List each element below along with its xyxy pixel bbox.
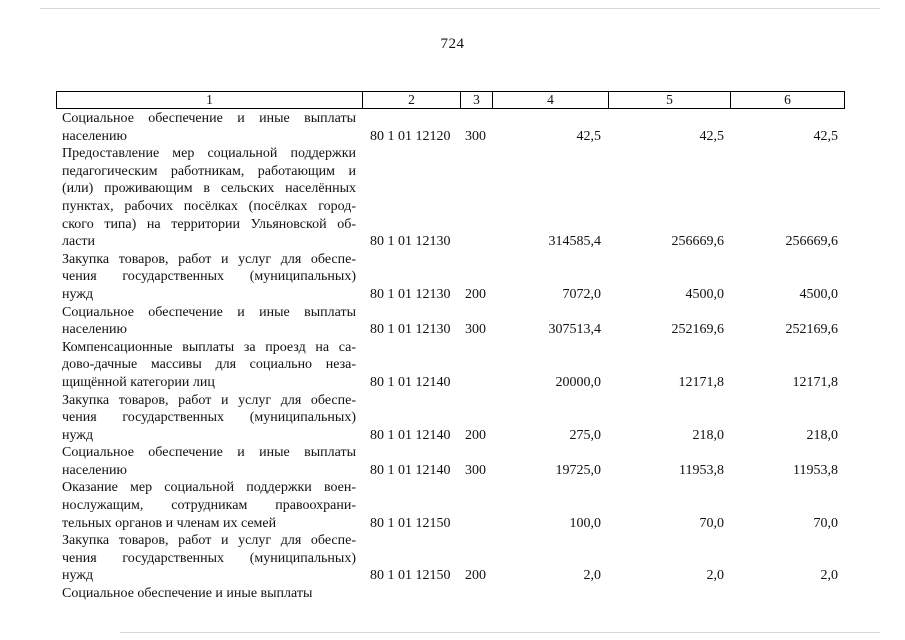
description-line: Социальное обеспечение и иные выплаты xyxy=(62,304,356,320)
amount-col-4: 7072,0 xyxy=(562,286,601,302)
target-article-code: 80 1 01 12130 xyxy=(370,234,451,250)
target-article-code: 80 1 01 12140 xyxy=(370,462,451,478)
description-line: педагогическим работникам, работающим и xyxy=(62,163,356,179)
amount-col-4: 314585,4 xyxy=(548,234,601,250)
amount-col-6: 252169,6 xyxy=(785,322,838,338)
row-description xyxy=(62,145,356,251)
row-description xyxy=(62,392,356,445)
row-description xyxy=(62,304,356,339)
description-line: населению xyxy=(62,462,127,478)
amount-col-6: 70,0 xyxy=(813,515,838,531)
description-line: Закупка товаров, работ и услуг для обеспе- xyxy=(62,392,356,408)
row-description xyxy=(62,532,356,585)
amount-col-6: 12171,8 xyxy=(792,374,838,390)
table-row xyxy=(0,479,905,532)
expense-type-code: 300 xyxy=(465,462,486,478)
table-row xyxy=(0,585,905,603)
amount-col-6: 2,0 xyxy=(820,568,838,584)
expense-type-code: 300 xyxy=(465,322,486,338)
description-line: Социальное обеспечение и иные выплаты xyxy=(62,111,356,126)
amount-col-4: 307513,4 xyxy=(548,322,601,338)
target-article-code: 80 1 01 12130 xyxy=(370,286,451,302)
description-line: Социальное обеспечение и иные выплаты xyxy=(62,586,313,602)
table-row xyxy=(0,145,905,251)
amount-col-6: 218,0 xyxy=(806,427,838,443)
description-line: ласти xyxy=(62,234,96,250)
column-header-1: 1 xyxy=(57,92,363,109)
row-description xyxy=(62,110,356,145)
amount-col-6: 42,5 xyxy=(813,128,838,144)
description-line: пунктах, рабочих посёлках (посёлках город- xyxy=(62,198,356,214)
target-article-code: 80 1 01 12140 xyxy=(370,427,451,443)
expense-type-code: 200 xyxy=(465,286,486,302)
amount-col-5: 2,0 xyxy=(706,568,724,584)
amount-col-5: 4500,0 xyxy=(685,286,724,302)
description-line: (или) проживающим в сельских населённых xyxy=(62,181,356,197)
row-description xyxy=(62,339,356,392)
target-article-code: 80 1 01 12150 xyxy=(370,515,451,531)
target-article-code: 80 1 01 12120 xyxy=(370,128,451,144)
target-article-code: 80 1 01 12140 xyxy=(370,374,451,390)
expense-type-code: 200 xyxy=(465,427,486,443)
description-line: чения государственных (муниципальных) xyxy=(62,410,356,426)
table-row xyxy=(0,392,905,445)
description-line: Оказание мер социальной поддержки воен- xyxy=(62,480,356,496)
amount-col-6: 11953,8 xyxy=(793,462,838,478)
description-line: нужд xyxy=(62,286,94,302)
column-header-6: 6 xyxy=(731,92,845,109)
description-line: чения государственных (муниципальных) xyxy=(62,550,356,566)
description-line: щищённой категории лиц xyxy=(62,374,215,390)
amount-col-5: 218,0 xyxy=(692,427,724,443)
description-line: Компенсационные выплаты за проезд на са- xyxy=(62,339,356,355)
description-line: чения государственных (муниципальных) xyxy=(62,269,356,285)
target-article-code: 80 1 01 12150 xyxy=(370,568,451,584)
description-line: населению xyxy=(62,322,127,338)
budget-table-body xyxy=(0,110,905,603)
column-header-2: 2 xyxy=(363,92,461,109)
scan-artifact-top xyxy=(40,8,880,9)
column-header-3: 3 xyxy=(461,92,493,109)
description-line: дово-дачные массивы для социально неза- xyxy=(62,357,356,373)
description-line: нослужащим, сотрудникам правоохрани- xyxy=(62,498,356,514)
amount-col-5: 70,0 xyxy=(699,515,724,531)
amount-col-4: 2,0 xyxy=(583,568,601,584)
row-description xyxy=(62,585,356,603)
row-description xyxy=(62,444,356,479)
amount-col-5: 252169,6 xyxy=(671,322,724,338)
description-line: нужд xyxy=(62,568,94,584)
amount-col-4: 42,5 xyxy=(576,128,601,144)
description-line: ского типа) на территории Ульяновской об- xyxy=(62,216,356,232)
description-line: Закупка товаров, работ и услуг для обеспе- xyxy=(62,533,356,549)
amount-col-4: 19725,0 xyxy=(555,462,601,478)
amount-col-6: 256669,6 xyxy=(785,234,838,250)
description-line: Предоставление мер социальной поддержки xyxy=(62,146,356,162)
page-number: 724 xyxy=(440,36,465,52)
description-line: населению xyxy=(62,128,127,144)
column-header-5: 5 xyxy=(609,92,731,109)
scan-artifact-bottom xyxy=(120,632,880,633)
expense-type-code: 200 xyxy=(465,568,486,584)
row-description xyxy=(62,479,356,532)
amount-col-5: 42,5 xyxy=(699,128,724,144)
column-header-4: 4 xyxy=(493,92,609,109)
table-row xyxy=(0,339,905,392)
amount-col-5: 11953,8 xyxy=(679,462,724,478)
table-row xyxy=(0,532,905,585)
amount-col-4: 20000,0 xyxy=(555,374,601,390)
amount-col-5: 12171,8 xyxy=(678,374,724,390)
amount-col-4: 100,0 xyxy=(569,515,601,531)
target-article-code: 80 1 01 12130 xyxy=(370,322,451,338)
description-line: тельных органов и членам их семей xyxy=(62,515,277,531)
amount-col-6: 4500,0 xyxy=(799,286,838,302)
table-row xyxy=(0,251,905,304)
table-row xyxy=(0,444,905,479)
table-row xyxy=(0,304,905,339)
row-description xyxy=(62,251,356,304)
table-row xyxy=(0,110,905,145)
description-line: нужд xyxy=(62,427,94,443)
amount-col-4: 275,0 xyxy=(569,427,601,443)
description-line: Социальное обеспечение и иные выплаты xyxy=(62,445,356,461)
amount-col-5: 256669,6 xyxy=(671,234,724,250)
expense-type-code: 300 xyxy=(465,128,486,144)
column-header-row xyxy=(56,91,845,109)
description-line: Закупка товаров, работ и услуг для обеспе- xyxy=(62,251,356,267)
